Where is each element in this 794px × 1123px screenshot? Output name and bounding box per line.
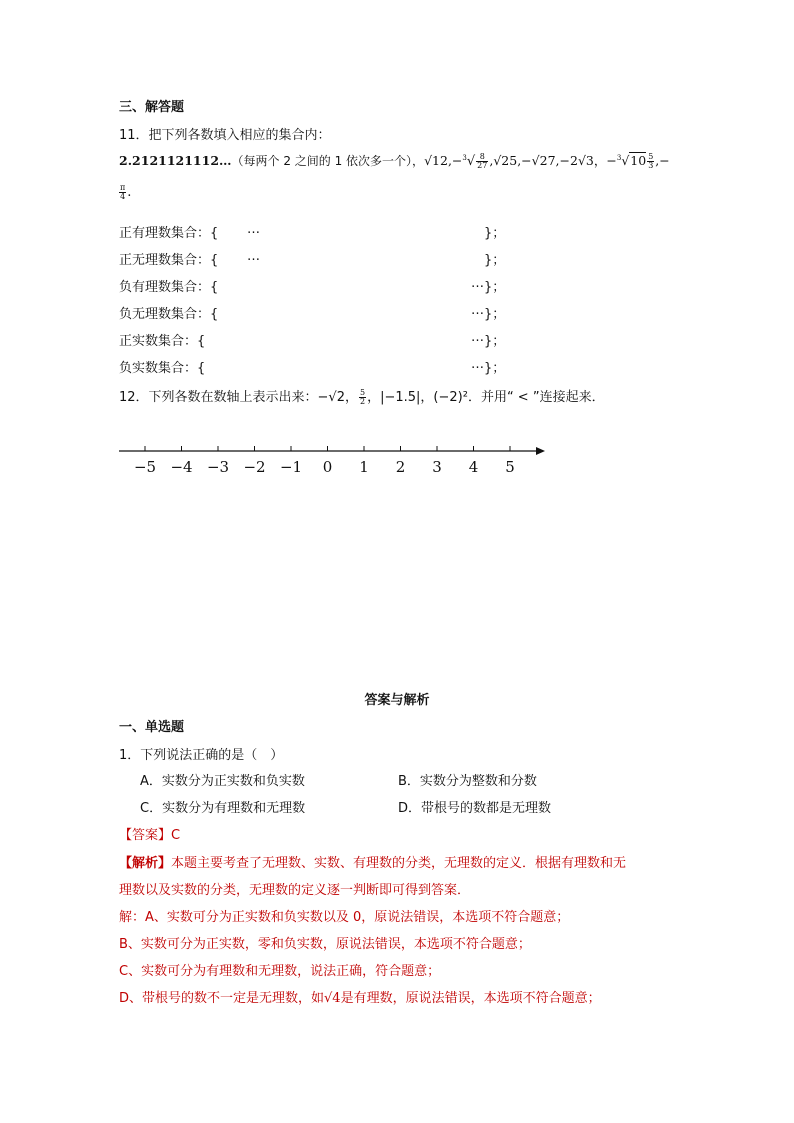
analysis-line-1 — [119, 852, 626, 871]
set-close: }； — [484, 253, 506, 268]
analysis-line-2: 理数以及实数的分类，无理数的定义逐一判断即可得到答案． — [119, 883, 471, 898]
fraction-numerator: 5 — [648, 152, 654, 161]
q12-stem-part-b: ，|−1.5|，(−2)²．并用“ < ”连接起来． — [367, 390, 605, 405]
solution-d-part-a: D、带根号的数不一定是无理数，如 — [119, 991, 325, 1006]
set-label: 负实数集合：{ — [119, 361, 206, 376]
fraction-5-2 — [359, 389, 366, 406]
answer-label: 【答案】C — [119, 828, 181, 843]
ellipsis: … — [471, 276, 484, 291]
sep-4: ，− — [593, 153, 617, 168]
sqrt-4: √4 — [324, 991, 341, 1006]
fraction-denominator: 2 — [360, 397, 366, 406]
sqrt-3: √3 — [577, 153, 594, 168]
set-negative-irrational — [119, 303, 506, 322]
axis-tick-label: −3 — [206, 458, 230, 476]
sqrt-27: √27 — [531, 153, 556, 168]
set-positive-real — [119, 330, 506, 349]
fraction-numerator: π — [120, 183, 126, 192]
section-title-3: 三、解答题 — [119, 100, 185, 115]
ellipsis: … — [471, 357, 484, 372]
sqrt-25: √25 — [493, 153, 518, 168]
axis-tick-label: 0 — [322, 458, 333, 476]
fraction-denominator: 27 — [477, 161, 488, 170]
solution-b: B、实数可分为正实数，零和负实数，原说法错误，本选项不符合题意； — [119, 937, 531, 952]
section-title-1: 一、单选题 — [119, 720, 185, 735]
fraction-numerator: 5 — [360, 388, 366, 397]
sep-3: ,−2 — [555, 153, 578, 168]
fraction-5-3 — [647, 153, 654, 170]
cube-root-10: 10 — [630, 153, 647, 168]
decimal-note: （每两个 2 之间的 1 依次多一个）， — [231, 154, 425, 168]
pi-over-4 — [119, 184, 131, 201]
set-close: }； — [484, 361, 506, 376]
q11-stem: 11．把下列各数填入相应的集合内： — [119, 128, 331, 143]
set-positive-irrational — [119, 249, 506, 268]
axis-tick-label: −4 — [170, 458, 193, 476]
q12-stem — [119, 386, 605, 406]
fraction-denominator: 3 — [648, 161, 654, 170]
solution-d — [119, 987, 601, 1006]
ellipsis: … — [247, 249, 260, 264]
option-c: C．实数分为有理数和无理数 — [140, 801, 306, 816]
set-close: }； — [484, 334, 506, 349]
set-close: }； — [484, 280, 506, 295]
q11-numbers: 2.2121121112…（每两个 2 之间的 1 依次多一个），√12,−$^3$√ $\frac{8}{27}$ ,√25,−√27,−2√3，−$^3$√10 $\frac{5}{3}$ ,− — [119, 152, 670, 170]
set-close: }； — [484, 307, 506, 322]
set-label: 负有理数集合：{ — [119, 280, 219, 295]
axis-tick-label: −5 — [133, 458, 157, 476]
q12-stem-part-a: 12．下列各数在数轴上表示出来：−√2， — [119, 390, 358, 405]
axis-tick-label: −1 — [279, 458, 303, 476]
solution-c: C、实数可分为有理数和无理数，说法正确，符合题意； — [119, 964, 441, 979]
set-label: 正有理数集合：{ — [119, 226, 219, 241]
sep-1: ,− — [447, 153, 463, 168]
cube-root-index-1: 3 — [462, 153, 467, 162]
axis-tick-label: 5 — [505, 458, 515, 476]
fraction-8-27 — [476, 153, 488, 170]
axis-tick-label: 3 — [432, 458, 442, 476]
cube-root-index-2: 3 — [616, 153, 622, 162]
number-line — [0, 435, 794, 495]
axis-tick-label: 1 — [359, 458, 369, 476]
axis-tick-label: 2 — [395, 458, 406, 476]
set-label: 负无理数集合：{ — [119, 307, 219, 322]
axis-tick-label: −2 — [243, 458, 266, 476]
sep-5: ,− — [655, 153, 670, 168]
option-a: A．实数分为正实数和负实数 — [140, 774, 305, 789]
ellipsis: … — [247, 222, 260, 237]
ellipsis: … — [471, 303, 484, 318]
set-label: 正无理数集合：{ — [119, 253, 219, 268]
solution-a: 解：A、实数可分为正实数和负实数以及 0，原说法错误，本选项不符合题意； — [119, 910, 570, 925]
fraction-denominator: 4 — [120, 192, 126, 201]
option-d: D．带根号的数都是无理数 — [398, 801, 552, 816]
axis-arrow — [536, 447, 545, 455]
set-positive-rational — [119, 222, 506, 241]
period: . — [127, 185, 132, 200]
analysis-tag: 【解析】 — [119, 856, 172, 871]
set-close: }； — [484, 226, 506, 241]
sep-2: ,− — [517, 153, 532, 168]
set-label: 正实数集合：{ — [119, 334, 206, 349]
q1-stem: 1．下列说法正确的是（ ） — [119, 748, 284, 763]
set-negative-real — [119, 357, 506, 376]
decimal-number: 2.2121121112… — [119, 153, 232, 168]
set-negative-rational — [119, 276, 506, 295]
solution-d-part-b: 是有理数，原说法错误，本选项不符合题意； — [340, 991, 601, 1006]
answers-title: 答案与解析 — [364, 693, 430, 708]
ellipsis: … — [471, 330, 484, 345]
option-b: B．实数分为整数和分数 — [398, 774, 537, 789]
fraction-numerator: 8 — [476, 153, 488, 162]
axis-tick-label: 4 — [468, 458, 479, 476]
sqrt-12: √12 — [424, 153, 448, 168]
analysis-text-1: 本题主要考查了无理数、实数、有理数的分类，无理数的定义．根据有理数和无 — [171, 856, 627, 871]
